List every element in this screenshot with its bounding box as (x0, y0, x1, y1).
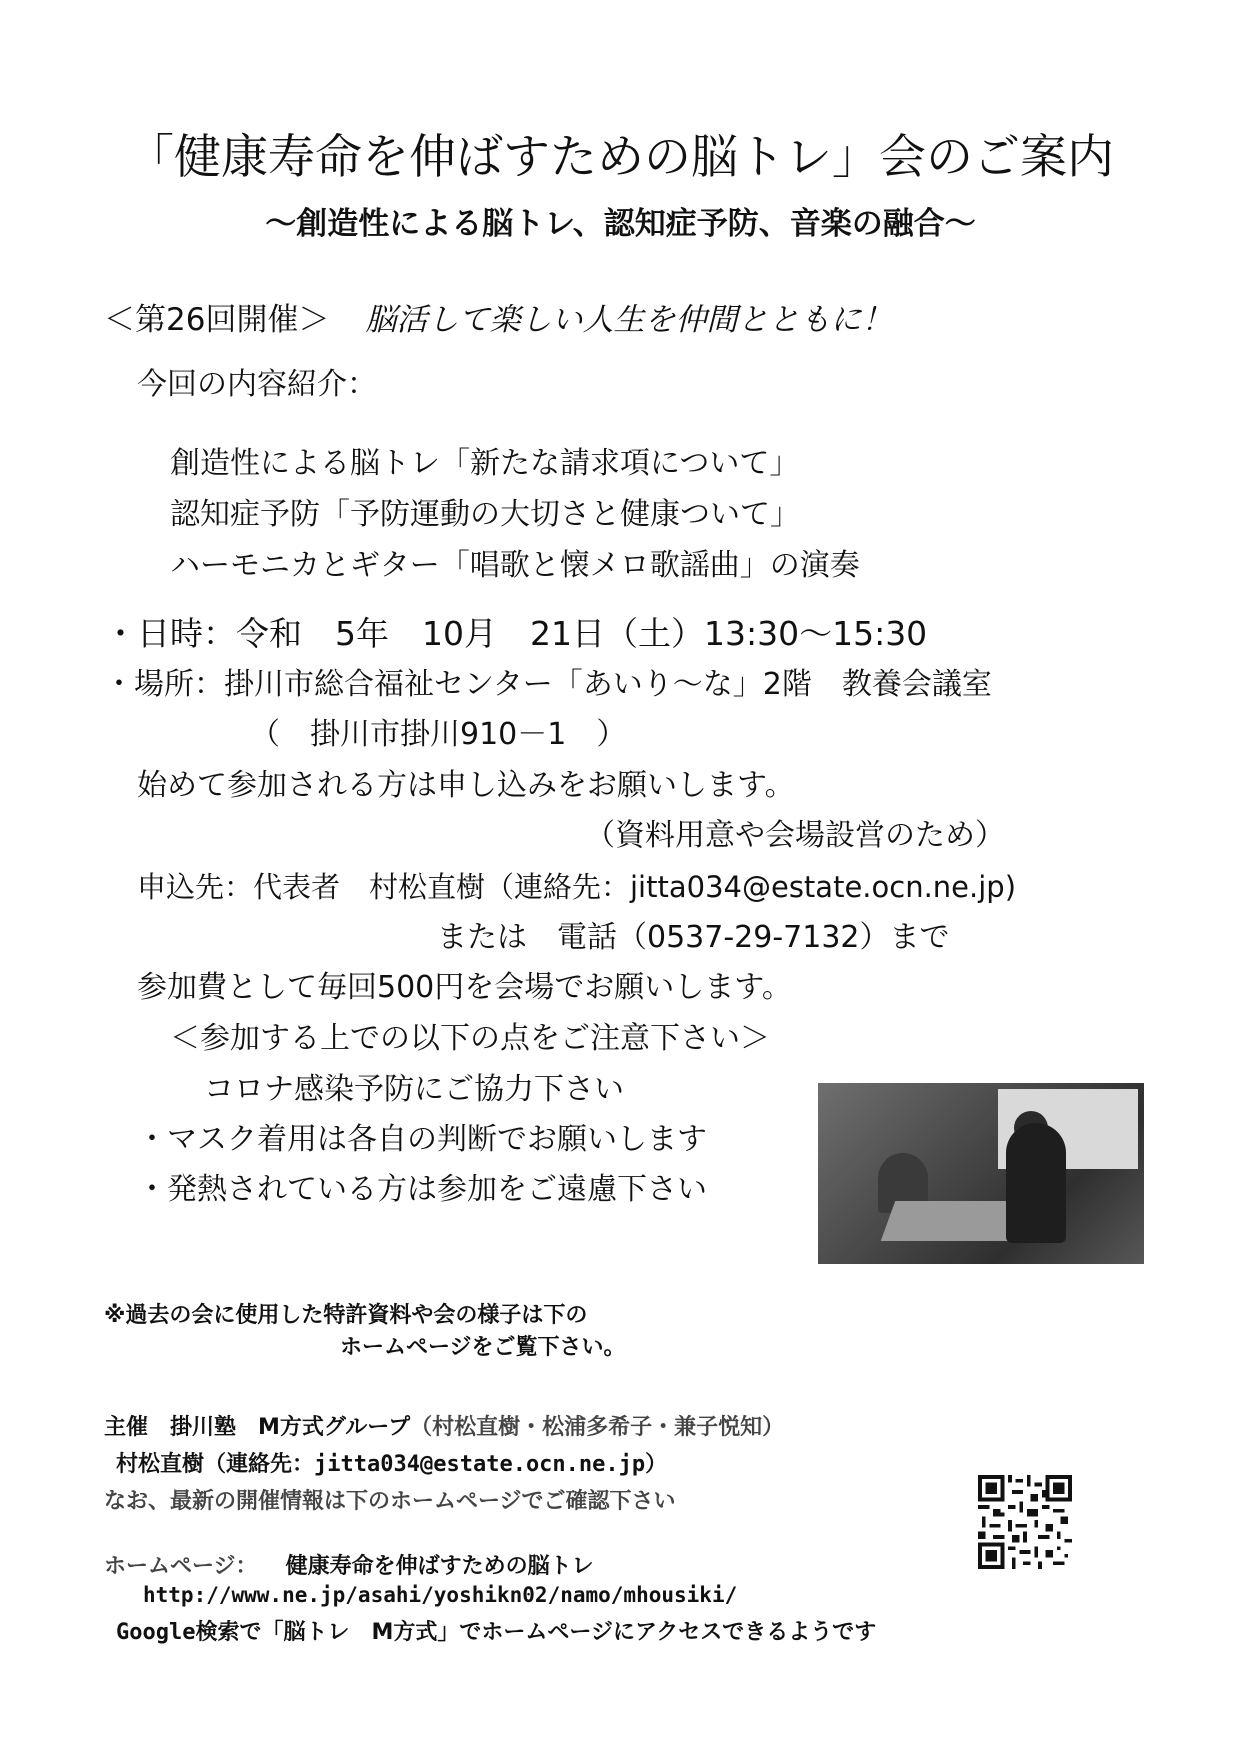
homepage-title: 健康寿命を伸ばすための脳トレ (285, 1554, 594, 1579)
fee-line: 参加費として毎回500円を会場でお願いします。 (137, 970, 792, 1005)
contact-line: 申込先：代表者 村松直樹（連絡先：jitta034@estate.ocn.ne.jp) (137, 870, 1017, 904)
qr-code[interactable] (978, 1475, 1072, 1569)
notes-item: ・発熱されている方は参加をご遠慮下さい (137, 1172, 707, 1207)
notes-heading: ＜参加する上での以下の点をご注意下さい＞ (170, 1021, 770, 1056)
apply-note: 始めて参加される方は申し込みをお願いします。 (137, 768, 795, 803)
event-datetime: ・日時：令和 5年 10月 21日（土）13:30〜15:30 (104, 614, 928, 653)
host-line (104, 1413, 784, 1443)
homepage-url[interactable]: http://www.ne.jp/asahi/yoshikn02/namo/mhousiki/ (143, 1583, 738, 1607)
phone-line: または 電話（0537-29-7132）まで (437, 920, 950, 955)
contents-item: ハーモニカとギター「唱歌と懐メロ歌謡曲」の演奏 (170, 548, 860, 583)
latest-info-note: なお、最新の開催情報は下のホームページでご確認下さい (104, 1489, 676, 1514)
contents-item: 創造性による脳トレ「新たな請求項について」 (170, 446, 800, 481)
google-search-note (116, 1618, 876, 1648)
page-subtitle: 〜創造性による脳トレ、認知症予防、音楽の融合〜 (265, 206, 976, 242)
notes-corona: コロナ感染予防にご協力下さい (204, 1072, 624, 1107)
google-word: Google (116, 1620, 196, 1645)
session-line (104, 298, 892, 342)
footer-contact (116, 1450, 667, 1480)
event-photo (818, 1083, 1144, 1264)
photo-presenter (1006, 1123, 1066, 1243)
footer-contact-email[interactable]: jitta034@estate.ocn.ne.jp (314, 1452, 646, 1477)
session-slogan: 脳活して楽しい人生を仲間とともに！ (365, 302, 893, 338)
event-place: ・場所：掛川市総合福祉センター「あいり〜な」2階 教養会議室 (104, 667, 992, 702)
event-address: （ 掛川市掛川910－1 ） (250, 717, 627, 752)
past-note-line2: ホームページをご覧下さい。 (340, 1335, 626, 1360)
host-members: （村松直樹・松浦多希子・兼子悦知） (410, 1415, 785, 1440)
past-note-line1: ※過去の会に使用した特許資料や会の様子は下の (104, 1303, 588, 1328)
footer-contact-name: 村松直樹（連絡先： (116, 1452, 315, 1477)
host-label: 主催 掛川塾 M方式グループ (104, 1415, 411, 1440)
notes-item: ・マスク着用は各自の判断でお願いします (137, 1122, 707, 1157)
footer-contact-close: ） (645, 1452, 668, 1477)
page-title: 「健康寿命を伸ばすための脳トレ」会のご案内 (127, 130, 1114, 185)
homepage-line (104, 1552, 594, 1582)
apply-reason: （資料用意や会場設営のため） (585, 818, 1005, 853)
google-search-text: 検索で「脳トレ M方式」でホームページにアクセスできるようです (195, 1620, 877, 1645)
homepage-label: ホームページ： (104, 1554, 258, 1579)
contents-item: 認知症予防「予防運動の大切さと健康ついて」 (170, 497, 800, 532)
session-label: ＜第26回開催＞ (104, 302, 330, 338)
contents-heading: 今回の内容紹介： (137, 367, 377, 402)
